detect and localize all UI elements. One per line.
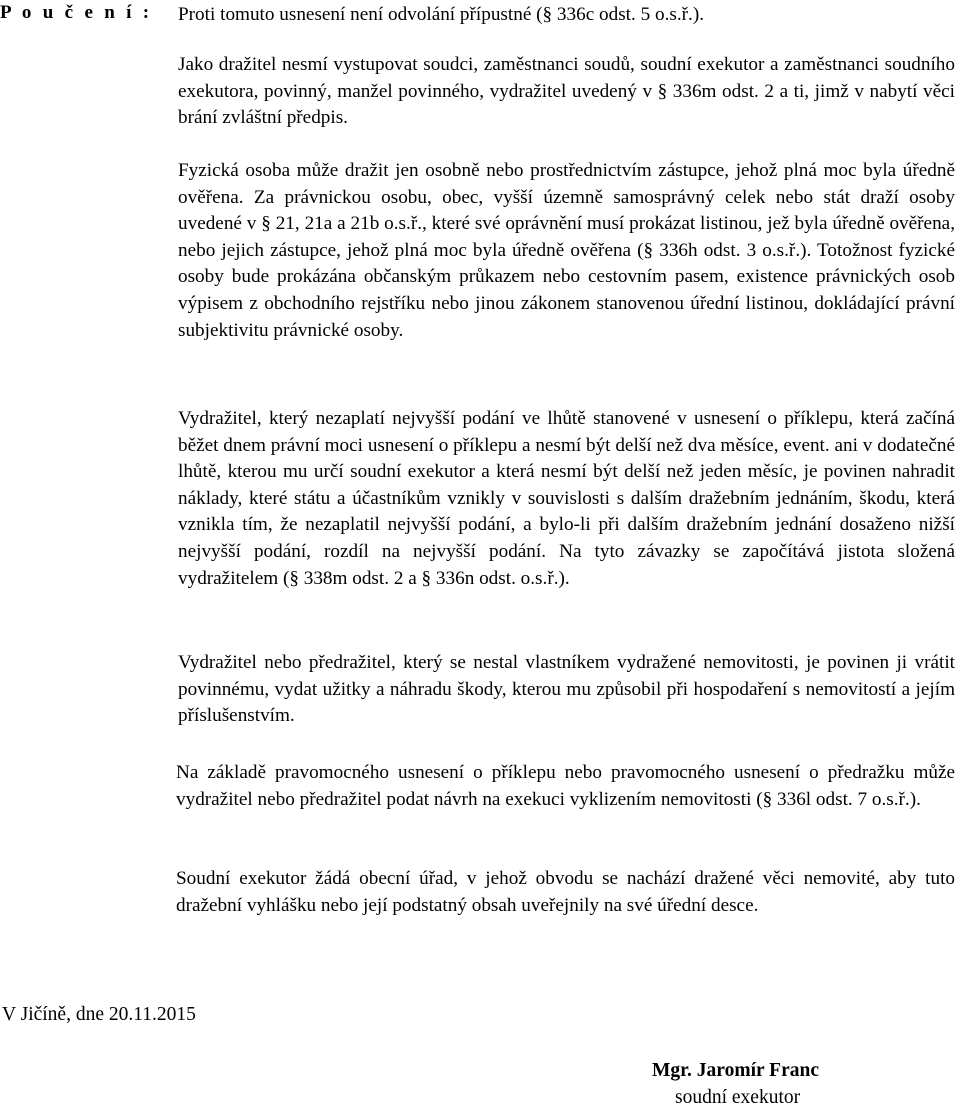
signature-name: Mgr. Jaromír Franc [652,1060,819,1081]
signature-role: soudní exekutor [675,1087,801,1108]
paragraph-appeal: Proti tomuto usnesení není odvolání přípustné (§ 336c odst. 5 o.s.ř.). [178,4,705,25]
paragraph-return-obligation: Vydražitel nebo předražitel, který se nestal vlastníkem vydražené nemovitosti, je povinen ji vrátit povinnému, vydat užitky a náhradu škody, kterou mu způsobil při hospodaření s nemovitostí a jejím příslušenstvím. [178,652,955,727]
signature-block [652,1057,819,1111]
paragraph-bidder-restrictions: Jako dražitel nesmí vystupovat soudci, zaměstnanci soudů, soudní exekutor a zaměstnanci soudního exekutora, povinný, manžel povinného, vydražitel uvedený v § 336m odst. 2 a ti, jimž v nabytí věci brání zvláštní předpis. [178,54,955,129]
paragraph-bidding-persons: Fyzická osoba může dražit jen osobně nebo prostřednictvím zástupce, jehož plná moc byla úředně ověřena. Za právnickou osobu, obec, vyšší územně samosprávný celek nebo stát draží osoby uvedené v § 21, 21a a 21b o.s.ř., které své oprávnění musí prokázat listinou, jež byla úředně ověřena, nebo jejich zástupce, jehož plná moc byla úředně ověřena (§ 336h odst. 3 o.s.ř.). Totožnost fyzické osoby bude prokázána občanským průkazem nebo cestovním pasem, existence právnických osob výpisem z obchodního rejstříku nebo jinou zákonem stanovenou úřední listinou, dokládající právní subjektivitu právnické osoby. [178,160,955,341]
paragraph-publication: Soudní exekutor žádá obecní úřad, v jehož obvodu se nachází dražené věci nemovité, aby tuto dražební vyhlášku nebo její podstatný obsah uveřejnily na své úřední desce. [176,868,955,916]
date-line: V Jičíně, dne 20.11.2015 [2,1004,196,1025]
paragraph-payment-obligation: Vydražitel, který nezaplatí nejvyšší podání ve lhůtě stanovené v usnesení o příklepu, která začíná běžet dnem právní moci usnesení o příklepu a nesmí být delší než dva měsíce, event. ani v dodatečné lhůtě, kterou mu určí soudní exekutor a která nesmí být delší než jeden měsíc, je povinen nahradit náklady, které státu a účastníkům vznikly v souvislosti s dalším dražebním jednáním, škodu, která vznikla tím, že nezaplatil nejvyšší podání, a bylo-li při dalším dražebním jednání dosaženo nižší nejvyšší podání, rozdíl na nejvyšší podání. Na tyto závazky se započítává jistota složená vydražitelem (§ 338m odst. 2 a § 336n odst. o.s.ř.). [178,408,955,589]
notice-label: P o u č e n í : [0,2,153,23]
paragraph-eviction: Na základě pravomocného usnesení o příklepu nebo pravomocného usnesení o předražku může vydražitel nebo předražitel podat návrh na exekuci vyklizením nemovitosti (§ 336l odst. 7 o.s.ř.). [176,762,955,810]
